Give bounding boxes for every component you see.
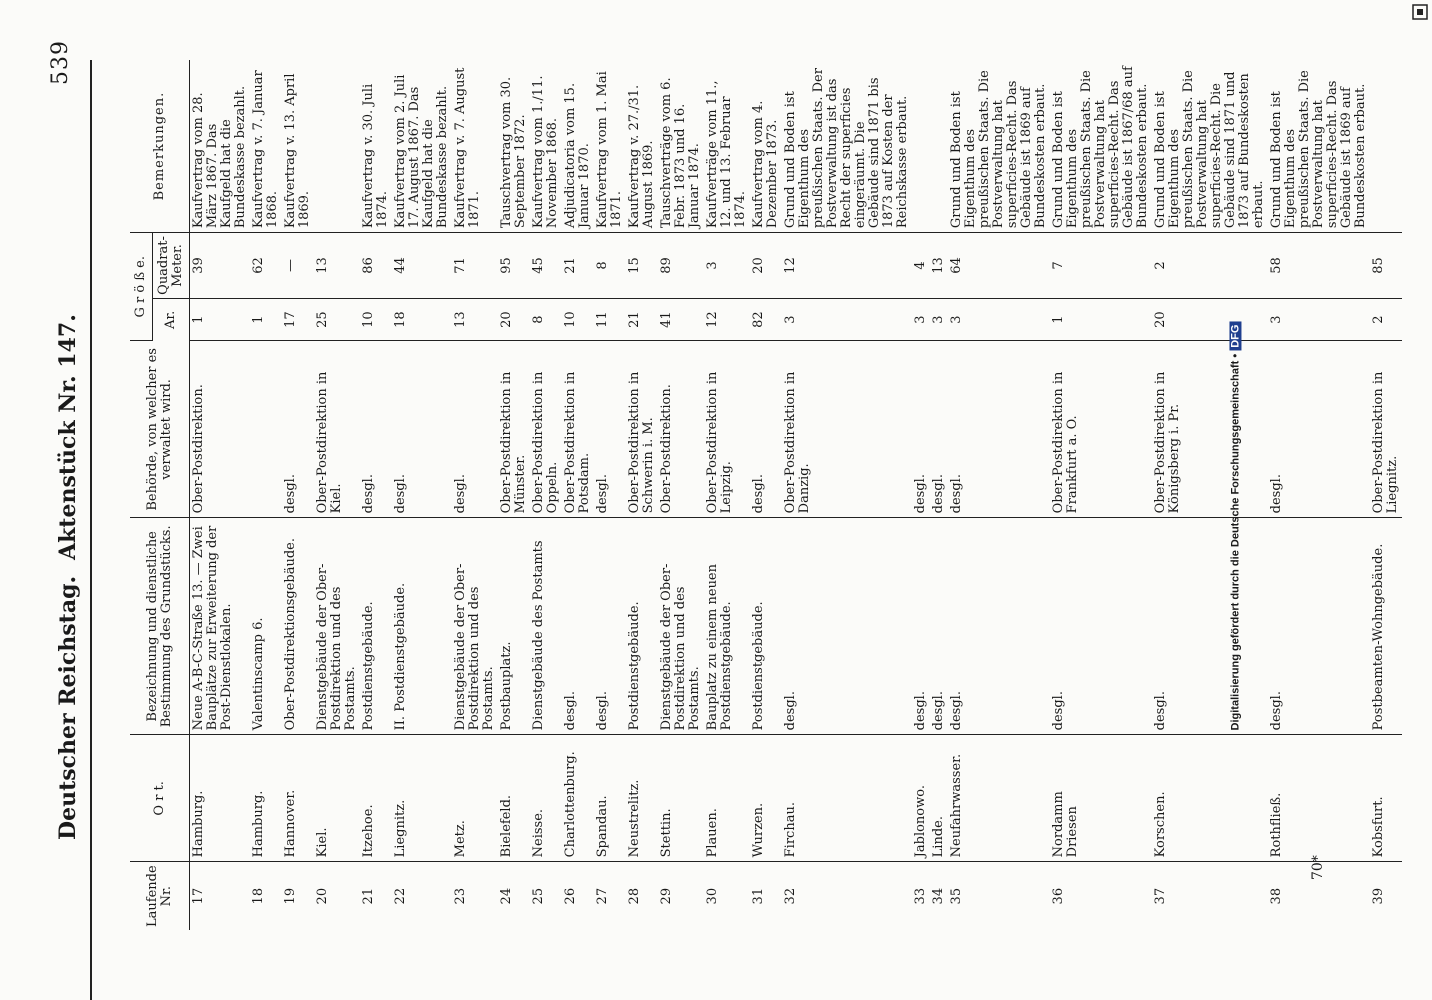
row-bemerkungen: Kaufvertrag v. 7. Januar 1868. [250,60,282,233]
row-behoerde: Ober-Postdirektion in Potsdam. [562,341,594,518]
row-bemerkungen: Kaufvertrag v. 7. August 1871. [452,60,498,233]
row-qm: 85 [1370,233,1402,299]
row-behoerde: desgl. [392,341,452,518]
row-ort: Neufahrwasser. [948,735,1050,862]
row-number: 32 [783,887,798,905]
row-qm: 13 [314,233,360,299]
row-bemerkungen: Grund und Boden ist Eigenthum des preußischen Staats. Die Postverwaltung hat superficies-Recht. Das Gebäude ist 1869 auf Bundeskosten erbaut. [948,60,1050,233]
table-row [658,60,704,930]
row-qm: 8 [594,233,626,299]
header-document-number: Aktenstück Nr. 147. [55,314,81,560]
row-behoerde: Ober-Postdirektion in Liegnitz. [1370,341,1402,518]
col-behoerde: Behörde, von welcher es verwaltet wird. [130,341,190,518]
col-ort: O r t. [130,735,190,862]
table-row [392,60,452,930]
row-qm: 21 [562,233,594,299]
table-row [1152,60,1268,930]
row-behoerde: desgl. [948,341,1050,518]
row-number: 21 [361,887,376,905]
row-ort: Metz. [452,735,498,862]
row-bezeichnung: desgl. [912,518,930,735]
row-ort: Charlottenburg. [562,735,594,862]
row-ar: 1 [190,298,251,341]
table-row [282,60,314,930]
row-bezeichnung: Postbeamten-Wohngebäude. [1370,518,1402,735]
row-ar: 25 [314,298,360,341]
row-behoerde: desgl. [930,341,948,518]
row-number: 18 [251,887,266,905]
row-number: 23 [453,887,468,905]
row-bezeichnung: desgl. [1152,518,1268,735]
row-qm: 64 [948,233,1050,299]
row-behoerde: Ober-Postdirektion in Leipzig. [704,341,750,518]
row-ar: 3 [782,298,912,341]
row-behoerde: desgl. [282,341,314,518]
row-ar: 3 [948,298,1050,341]
row-bemerkungen: Grund und Boden ist Eigenthum des preußischen Staats. Die Postverwaltung hat superficies-Recht. Das Gebäude ist 1869 auf Bundeskosten erbaut. [1268,60,1370,233]
row-bezeichnung: Valentinscamp 6. [250,518,282,735]
row-ort: Linde. [930,735,948,862]
table-row [948,60,1050,930]
row-number: 28 [627,887,642,905]
row-bezeichnung: II. Postdienstgebäude. [392,518,452,735]
row-qm: 86 [360,233,392,299]
dfg-logo: DFG [1230,322,1242,351]
row-qm: 13 [930,233,948,299]
row-bemerkungen: Tauschvertrag vom 30. September 1872. [498,60,530,233]
table-row [912,60,930,930]
row-ort: Itzehoe. [360,735,392,862]
header-rule [90,60,92,1000]
corner-mark-icon [1412,4,1428,20]
table-row [704,60,750,930]
row-qm: 58 [1268,233,1370,299]
row-bemerkungen: Grund und Boden ist Eigenthum des preußischen Staats. Die Postverwaltung hat superficies-Recht. Das Gebäude ist 1867/68 auf Bundeskosten erbaut. [1050,60,1152,233]
table-row [250,60,282,930]
col-bezeichnung: Bezeichnung und dienstliche Bestimmung des Grundstücks. [130,518,190,735]
row-bemerkungen [912,60,930,233]
row-bezeichnung: Dienstgebäude der Ober-Postdirektion und des Postamts. [658,518,704,735]
row-behoerde: desgl. [750,341,782,518]
row-ar: 10 [360,298,392,341]
row-qm: 71 [452,233,498,299]
row-qm: 45 [530,233,562,299]
row-ar: 41 [658,298,704,341]
row-number: 37 [1153,887,1168,905]
row-ort: Spandau. [594,735,626,862]
row-ort: Stettin. [658,735,704,862]
row-number: 36 [1051,887,1066,905]
row-ar: 10 [562,298,594,341]
row-number: 25 [531,887,546,905]
row-ort: Rothfließ. [1268,735,1370,862]
row-ar: 21 [626,298,658,341]
table-row [782,60,912,930]
row-bezeichnung: Dienstgebäude des Postamts [530,518,562,735]
row-bemerkungen: Kaufvertrag vom 2. Juli 17. August 1867. Das Kaufgeld hat die Bundeskasse bezahlt. [392,60,452,233]
row-behoerde [250,341,282,518]
row-number: 39 [1371,887,1386,905]
col-qm: Quadrat-Meter. [153,233,190,299]
row-behoerde: Ober-Postdirektion in Frankfurt a. O. [1050,341,1152,518]
footer-mark: 70* [1310,855,1326,880]
row-behoerde: Ober-Postdirektion in Kiel. [314,341,360,518]
row-number: 29 [659,887,674,905]
col-groesse: G r ö ß e. [130,233,153,341]
row-qm: 7 [1050,233,1152,299]
header-left-title: Deutscher Reichstag. [55,575,81,840]
row-number: 24 [499,887,514,905]
row-ar: 18 [392,298,452,341]
row-bezeichnung: desgl. [782,518,912,735]
row-bezeichnung: Ober-Postdirektionsgebäude. [282,518,314,735]
col-bemerkungen: Bemerkungen. [130,60,190,233]
row-bezeichnung: desgl. [1050,518,1152,735]
table-body [190,60,1403,930]
row-number: 17 [191,887,206,905]
row-qm: 62 [250,233,282,299]
table-row [562,60,594,930]
row-qm: 39 [190,233,251,299]
row-behoerde: Ober-Postdirektion in Schwerin i. M. [626,341,658,518]
row-bemerkungen: Kaufvertrag vom 28. März 1867. Das Kaufgeld hat die Bundeskasse bezahlt. [190,60,251,233]
row-behoerde: desgl. [1268,341,1370,518]
row-bezeichnung: Bauplatz zu einem neuen Postdienstgebäude. [704,518,750,735]
row-bezeichnung: Dienstgebäude der Ober-Postdirektion und des Postamts. [314,518,360,735]
row-ort: Kiel. [314,735,360,862]
row-qm: 4 [912,233,930,299]
row-bemerkungen: Tauschverträge vom 6. Febr. 1873 und 16. Januar 1874. [658,60,704,233]
table-row [1050,60,1152,930]
table-row [530,60,562,930]
row-behoerde: desgl. [360,341,392,518]
row-ort: Hannover. [282,735,314,862]
table-row [930,60,948,930]
row-behoerde: Ober-Postdirektion in Danzig. [782,341,912,518]
row-qm: 3 [704,233,750,299]
row-bemerkungen [930,60,948,233]
table-row [1268,60,1370,930]
table-row [1370,60,1402,930]
row-behoerde: Ober-Postdirektion in Münster. [498,341,530,518]
row-behoerde: desgl. [452,341,498,518]
table-row [594,60,626,930]
page-header [0,0,110,1000]
table-row [360,60,392,930]
row-bemerkungen: Kaufvertrag v. 13. April 1869. [282,60,314,233]
row-bezeichnung: Postbauplatz. [498,518,530,735]
row-bemerkungen: Grund und Boden ist Eigenthum des preußischen Staats. Der Postverwaltung ist das Recht der superficies eingeräumt. Die Gebäude sind 1871 bis 1873 auf Kosten der Reichskasse erbaut. [782,60,912,233]
row-number: 35 [949,887,964,905]
property-register-table [130,60,1402,930]
row-ort: Firchau. [782,735,912,862]
row-qm: — [282,233,314,299]
table-row [452,60,498,930]
row-number: 20 [315,887,330,905]
row-number: 19 [283,887,298,905]
row-bemerkungen [1370,60,1402,233]
row-number: 26 [563,887,578,905]
row-bemerkungen: Kaufvertrag vom 4. Dezember 1873. [750,60,782,233]
row-number: 33 [913,887,928,905]
row-number: 27 [595,887,610,905]
row-ar: 20 [498,298,530,341]
row-bemerkungen: Kaufvertrag v. 30. Juli 1874. [360,60,392,233]
row-bemerkungen [314,60,360,233]
table-header-row [130,60,153,930]
row-ort: Plauen. [704,735,750,862]
row-ar: 3 [1268,298,1370,341]
row-ort: Bielefeld. [498,735,530,862]
row-ar: 1 [250,298,282,341]
row-ar: 8 [530,298,562,341]
row-bemerkungen: Grund und Boden ist Eigenthum des preußischen Staats. Die Postverwaltung hat superficies-Recht. Die Gebäude sind 1871 und 1873 auf Bundeskosten erbaut. [1152,60,1268,233]
col-laufende: Laufende Nr. [130,862,190,930]
row-ort: Kobsfurt. [1370,735,1402,862]
row-behoerde: Ober-Postdirektion in Oppeln. [530,341,562,518]
row-ar: 17 [282,298,314,341]
row-ort: Jablonowo. [912,735,930,862]
row-ort: Hamburg. [190,735,251,862]
row-bemerkungen: Kaufvertrag vom 1. Mai 1871. [594,60,626,233]
page-number: 539 [48,40,73,85]
row-qm: 2 [1152,233,1268,299]
row-ort: Neustrelitz. [626,735,658,862]
row-ar: 11 [594,298,626,341]
row-bemerkungen: Kaufvertrag v. 27./31. August 1869. [626,60,658,233]
row-ort: Liegnitz. [392,735,452,862]
row-bezeichnung: desgl. [930,518,948,735]
row-number: 34 [931,887,946,905]
row-behoerde: Ober-Postdirektion in Königsberg i. Pr. [1152,341,1268,518]
row-bezeichnung: desgl. [594,518,626,735]
col-ar: Ar. [153,298,190,341]
side-credit [1230,322,1242,731]
side-credit-text: Digitalisierung gefördert durch die Deutsche Forschungsgemeinschaft • [1229,353,1242,731]
row-ort: Nordamm Driesen [1050,735,1152,862]
table-row [626,60,658,930]
row-ar: 3 [930,298,948,341]
table-row [750,60,782,930]
row-qm: 15 [626,233,658,299]
row-bezeichnung: Dienstgebäude der Ober-Postdirektion und des Postamts. [452,518,498,735]
row-qm: 20 [750,233,782,299]
row-qm: 44 [392,233,452,299]
row-ar: 82 [750,298,782,341]
row-bezeichnung: desgl. [948,518,1050,735]
row-ar: 20 [1152,298,1268,341]
row-bezeichnung: desgl. [562,518,594,735]
row-ar: 13 [452,298,498,341]
row-bezeichnung: Postdienstgebäude. [750,518,782,735]
row-ort: Neisse. [530,735,562,862]
table-row [314,60,360,930]
row-bezeichnung: Postdienstgebäude. [626,518,658,735]
row-qm: 12 [782,233,912,299]
row-behoerde: Ober-Postdirektion. [658,341,704,518]
row-qm: 89 [658,233,704,299]
row-number: 38 [1269,887,1284,905]
row-ar: 2 [1370,298,1402,341]
row-bezeichnung: desgl. [1268,518,1370,735]
row-bezeichnung: Neue A-B-C-Straße 13. — Zwei Bauplätze zur Erweiterung der Post-Dienstlokalen. [190,518,251,735]
row-behoerde: Ober-Postdirektion. [190,341,251,518]
row-ort: Hamburg. [250,735,282,862]
row-number: 22 [393,887,408,905]
table-row [190,60,251,930]
row-behoerde: desgl. [912,341,930,518]
row-ort: Korschen. [1152,735,1268,862]
row-ar: 1 [1050,298,1152,341]
row-ort: Wurzen. [750,735,782,862]
row-number: 30 [705,887,720,905]
row-ar: 3 [912,298,930,341]
row-number: 31 [751,887,766,905]
row-bemerkungen: Kaufverträge vom 11., 12. und 13. Februar 1874. [704,60,750,233]
row-bezeichnung: Postdienstgebäude. [360,518,392,735]
row-ar: 12 [704,298,750,341]
row-bemerkungen: Kaufvertrag vom 1./11. November 1868. [530,60,562,233]
row-qm: 95 [498,233,530,299]
table-row [498,60,530,930]
row-behoerde: desgl. [594,341,626,518]
row-bemerkungen: Adjudicatoria vom 15. Januar 1870. [562,60,594,233]
